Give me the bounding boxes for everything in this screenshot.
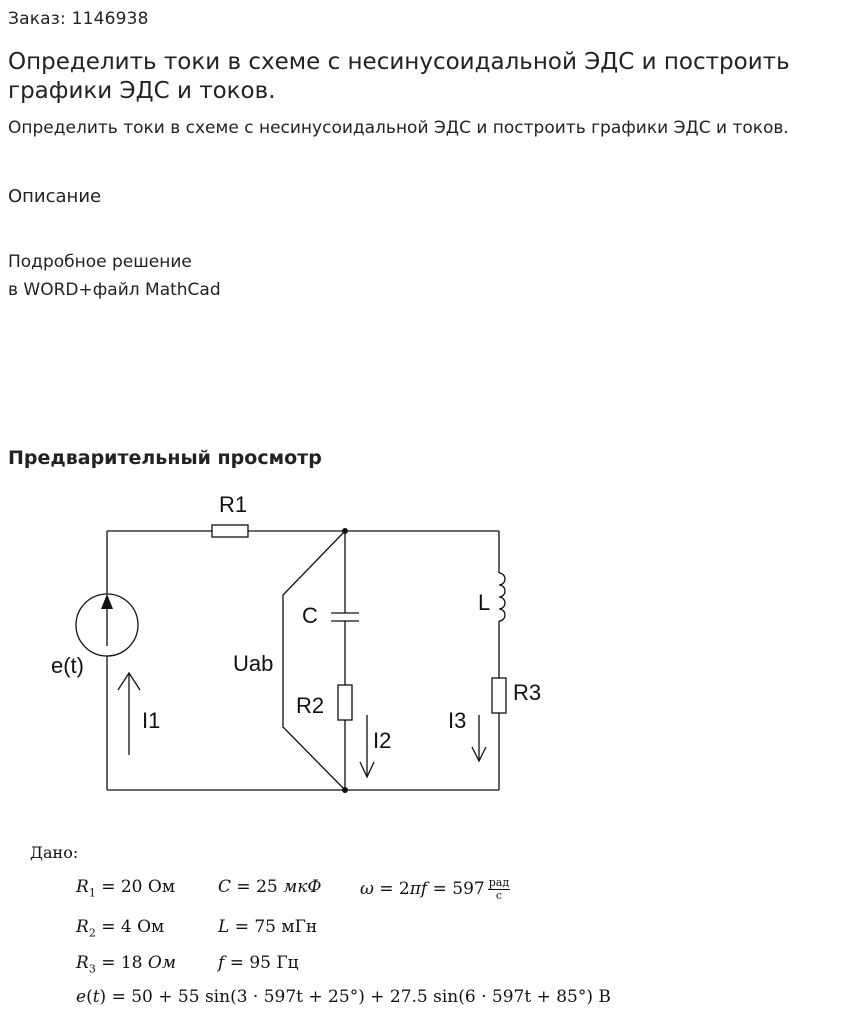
page-title: Определить токи в схеме с несинусоидальной ЭДС и построить графики ЭДС и токов. bbox=[8, 49, 790, 104]
label-i1: I1 bbox=[142, 708, 161, 733]
given-et: e(t) = 50 + 55 sin(3 · 597t + 25°) + 27.5 sin(6 · 597t + 85°) В bbox=[76, 987, 611, 1007]
given-omega: ω = 2πf = 597 $\frac{\text{рад}}{с}$ bbox=[360, 876, 510, 902]
label-uab: Uab bbox=[233, 651, 274, 676]
given-l: L = 75 мГн bbox=[218, 917, 318, 937]
node-b bbox=[342, 787, 348, 793]
given-data-block bbox=[0, 835, 847, 1022]
short-description: Определить токи в схеме с несинусоидальной ЭДС и построить графики ЭДС и токов. bbox=[8, 118, 789, 138]
given-c: C = 25 мкФ bbox=[218, 877, 322, 897]
preview-heading: Предварительный просмотр bbox=[8, 447, 322, 469]
resistor-r2 bbox=[338, 685, 352, 720]
label-r2: R2 bbox=[296, 693, 325, 718]
details-line-2: в WORD+файл MathCad bbox=[8, 280, 221, 300]
label-c: C bbox=[302, 603, 318, 628]
label-r3: R3 bbox=[513, 680, 542, 705]
given-label: Дано: bbox=[30, 843, 79, 862]
label-i2: I2 bbox=[373, 728, 392, 753]
uab-voltage-bracket bbox=[283, 531, 345, 790]
node-a bbox=[342, 528, 348, 534]
label-i3: I3 bbox=[448, 708, 467, 733]
given-r3: $R_3 = 18$ Ом bbox=[76, 953, 176, 976]
label-et: e(t) bbox=[51, 653, 84, 678]
given-r2: $R_2 = 4$ Ом bbox=[76, 917, 165, 940]
details-line-1: Подробное решение bbox=[8, 252, 192, 272]
resistor-r1 bbox=[212, 525, 248, 537]
description-section-label: Описание bbox=[8, 186, 102, 207]
details-block bbox=[8, 248, 221, 304]
label-l: L bbox=[478, 590, 491, 615]
label-r1: R1 bbox=[219, 492, 248, 517]
given-f: f = 95 Гц bbox=[218, 953, 299, 973]
resistor-r3 bbox=[492, 678, 506, 713]
inductor-l bbox=[499, 573, 505, 621]
given-r1: $R_1 = 20$ Ом bbox=[76, 877, 176, 900]
circuit-diagram bbox=[0, 480, 847, 820]
order-number: Заказ: 1146938 bbox=[8, 9, 149, 29]
